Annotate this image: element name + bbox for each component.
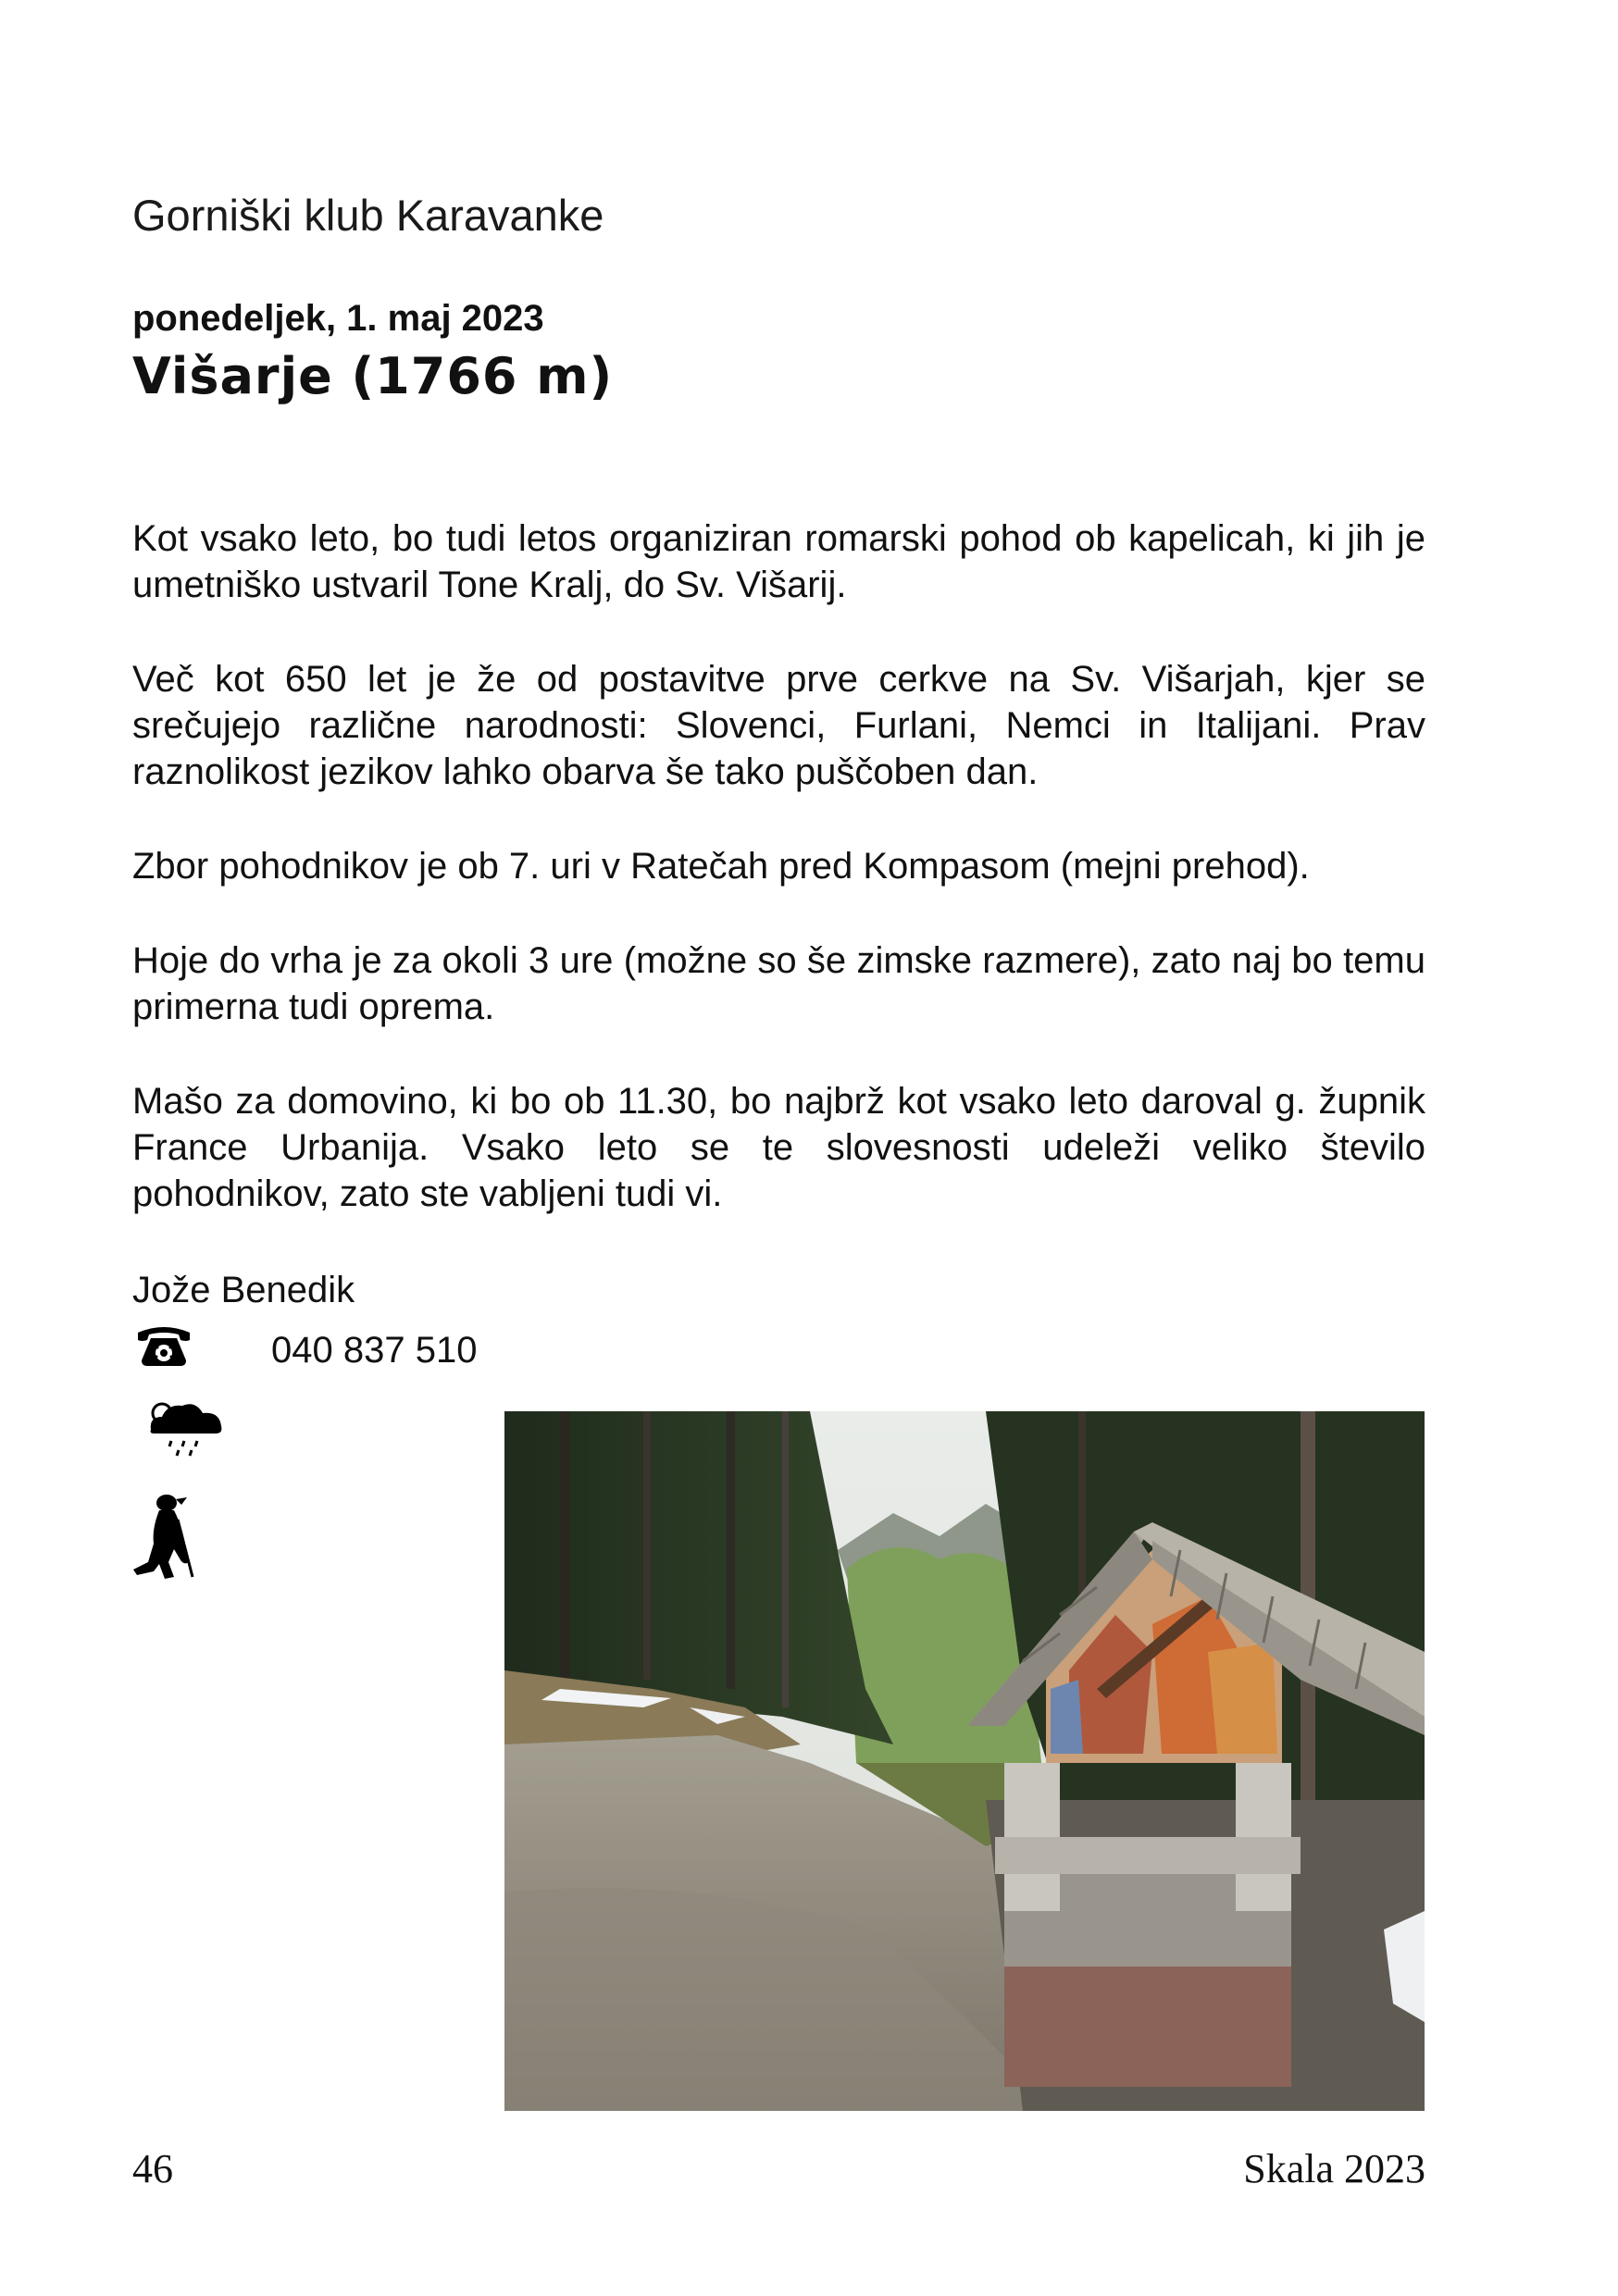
weather-rain-icon: [142, 1393, 227, 1458]
wayside-chapel-photo: [504, 1411, 1425, 2111]
paragraph: Več kot 650 let je že od postavitve prve cerkve na Sv. Višarjah, kjer se srečujejo različne narodnosti: Slovenci, Furlani, Nemci in Italijani. Prav raznolikost jezikov lahko obarva še tako puščoben dan.: [132, 659, 1425, 792]
paragraph: Kot vsako leto, bo tudi letos organiziran romarski pohod ob kapelicah, ki jih je umetniško ustvaril Tone Kralj, do Sv. Višarij.: [132, 518, 1425, 605]
hiker-icon: [128, 1492, 194, 1581]
event-date: ponedeljek, 1. maj 2023: [132, 298, 544, 339]
article-body: [132, 515, 1425, 1265]
telephone-icon: [134, 1320, 193, 1370]
contact-name: Jože Benedik: [132, 1270, 355, 1310]
contact-phone: 040 837 510: [271, 1330, 478, 1371]
paragraph: Mašo za domovino, ki bo ob 11.30, bo najbrž kot vsako leto daroval g. župnik France Urbanija. Vsako leto se te slovesnosti udeleži veliko število pohodnikov, zato ste vabljeni tudi vi.: [132, 1081, 1425, 1214]
paragraph: Zbor pohodnikov je ob 7. uri v Ratečah pred Kompasom (mejni prehod).: [132, 846, 1310, 887]
page-number: 46: [132, 2146, 173, 2191]
event-title: Višarje (1766 m): [132, 347, 614, 405]
paragraph: Hoje do vrha je za okoli 3 ure (možne so še zimske razmere), zato naj bo temu primerna tudi oprema.: [132, 940, 1425, 1027]
club-name: Gorniški klub Karavanke: [132, 191, 604, 240]
publication-title: Skala 2023: [1243, 2146, 1425, 2191]
